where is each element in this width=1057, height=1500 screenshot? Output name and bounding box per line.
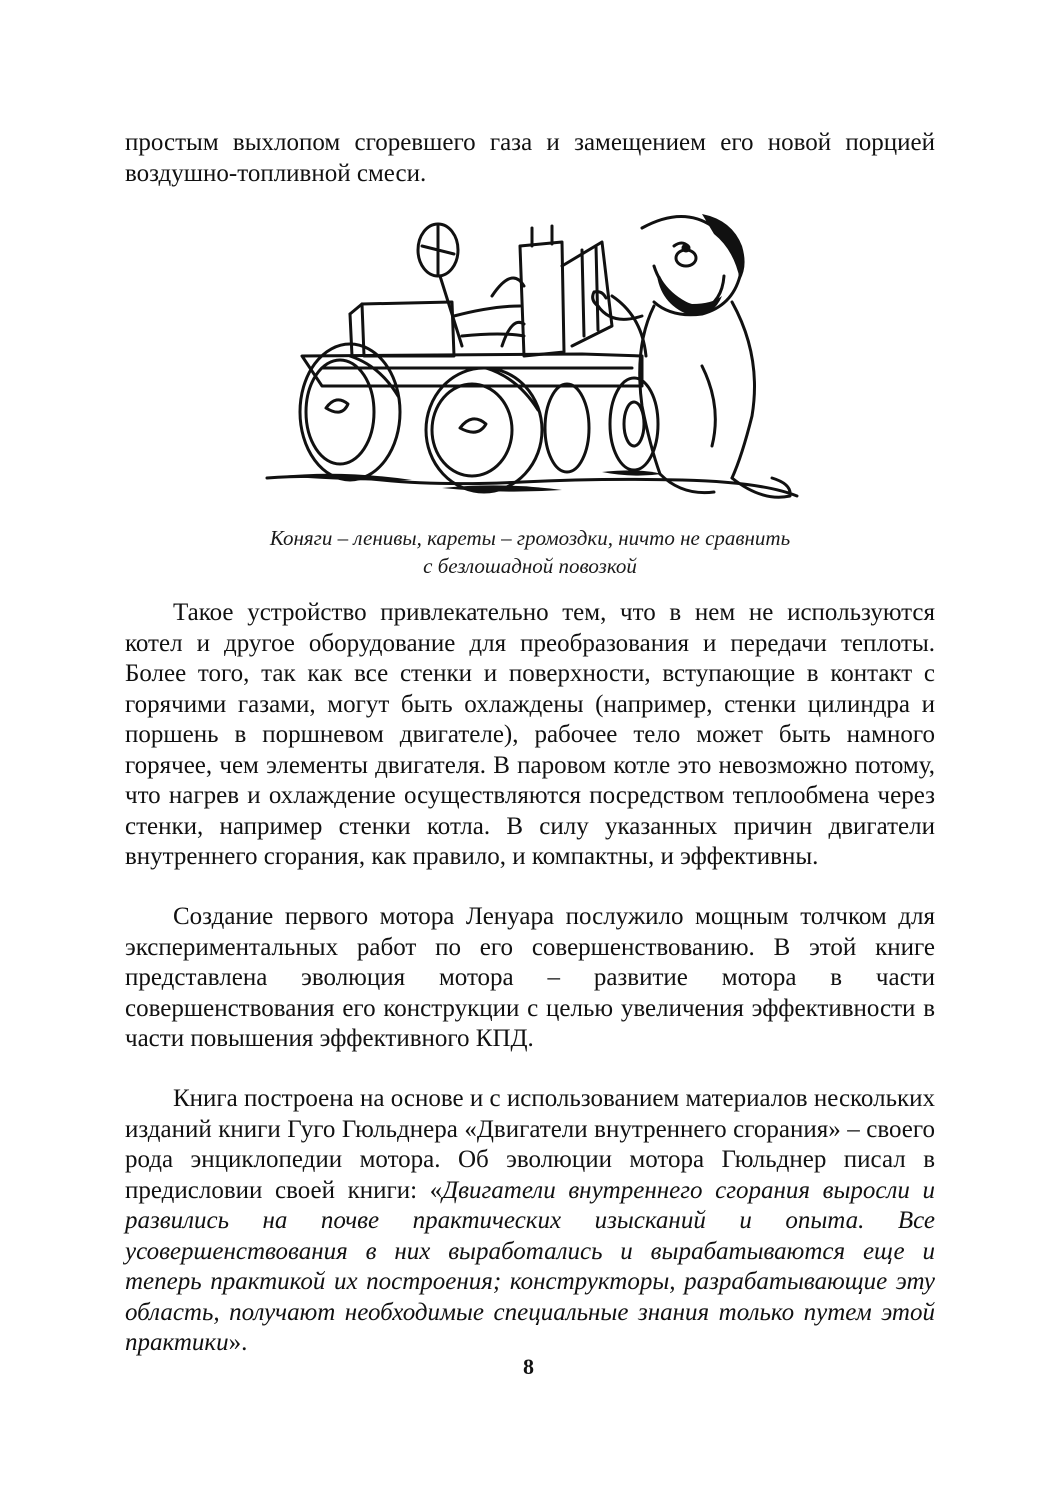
illustration-caveman-motor-cart [262,206,802,518]
illustration-caption [125,524,935,580]
paragraph: Создание первого мотора Ленуара послужило мощным толчком для экспериментальных работ по его совершенствованию. В этой книге представлена эволюция мотора – развитие мотора в части совершенствования его конструкции с целью увеличения эффективности в части повышения эффективного КПД. [125,903,935,1052]
paragraph: Такое устройство привлекательно тем, что в нем не используются котел и другое оборудование для преобразования и передачи теплоты. Более того, так как все стенки и поверхности, вступающие в контакт с горячими газами, могут быть охлаждены (например, стенки цилиндра и поршень в поршневом двигателе), рабочее тело может быть намного горячее, чем элементы двигателя. В паровом котле это невозможно потому, что нагрев и охлаждение осуществляются посредством теплообмена через стенки, например стенки котла. В силу указанных причин двигатели внутреннего сгорания, как правило, и компактны, и эффективны. [125,599,935,870]
caption-line-2: с безлошадной повозкой [423,554,637,578]
paragraph-with-quote: Книга построена на основе и с использованием материалов нескольких изданий книги Гуго Гюльднера «Двигатели внутреннего сгорания» – своего рода энциклопедии мотора. Об эволюции мотора Гюльднер писал в предисловии своей книги: «Двигатели внутреннего сгорания выросли и развились на почве практических изысканий и опыта. Все усовершенствования в них выработались и вырабатываются еще и теперь практикой их построения; конструкторы, разрабатывающие эту область, получают необходимые специальные знания только путем этой практики». [125,1085,935,1356]
caption-line-1: Коняги – ленивы, кареты – громоздки, ничто не сравнить [269,526,791,550]
quote-text: Двигатели внутреннего сгорания выросли и развились на почве практических изысканий и опыта. Все усовершенствования в них выработались и вырабатываются еще и теперь практикой их построения; конструкторы, разрабатывающие эту область, получают необходимые специальные знания только путем этой практики [125,1176,935,1356]
page-number: 8 [523,1354,534,1379]
paragraph-continuation: простым выхлопом сгоревшего газа и замещением его новой порцией воздушно-топливной смеси. [125,129,935,187]
